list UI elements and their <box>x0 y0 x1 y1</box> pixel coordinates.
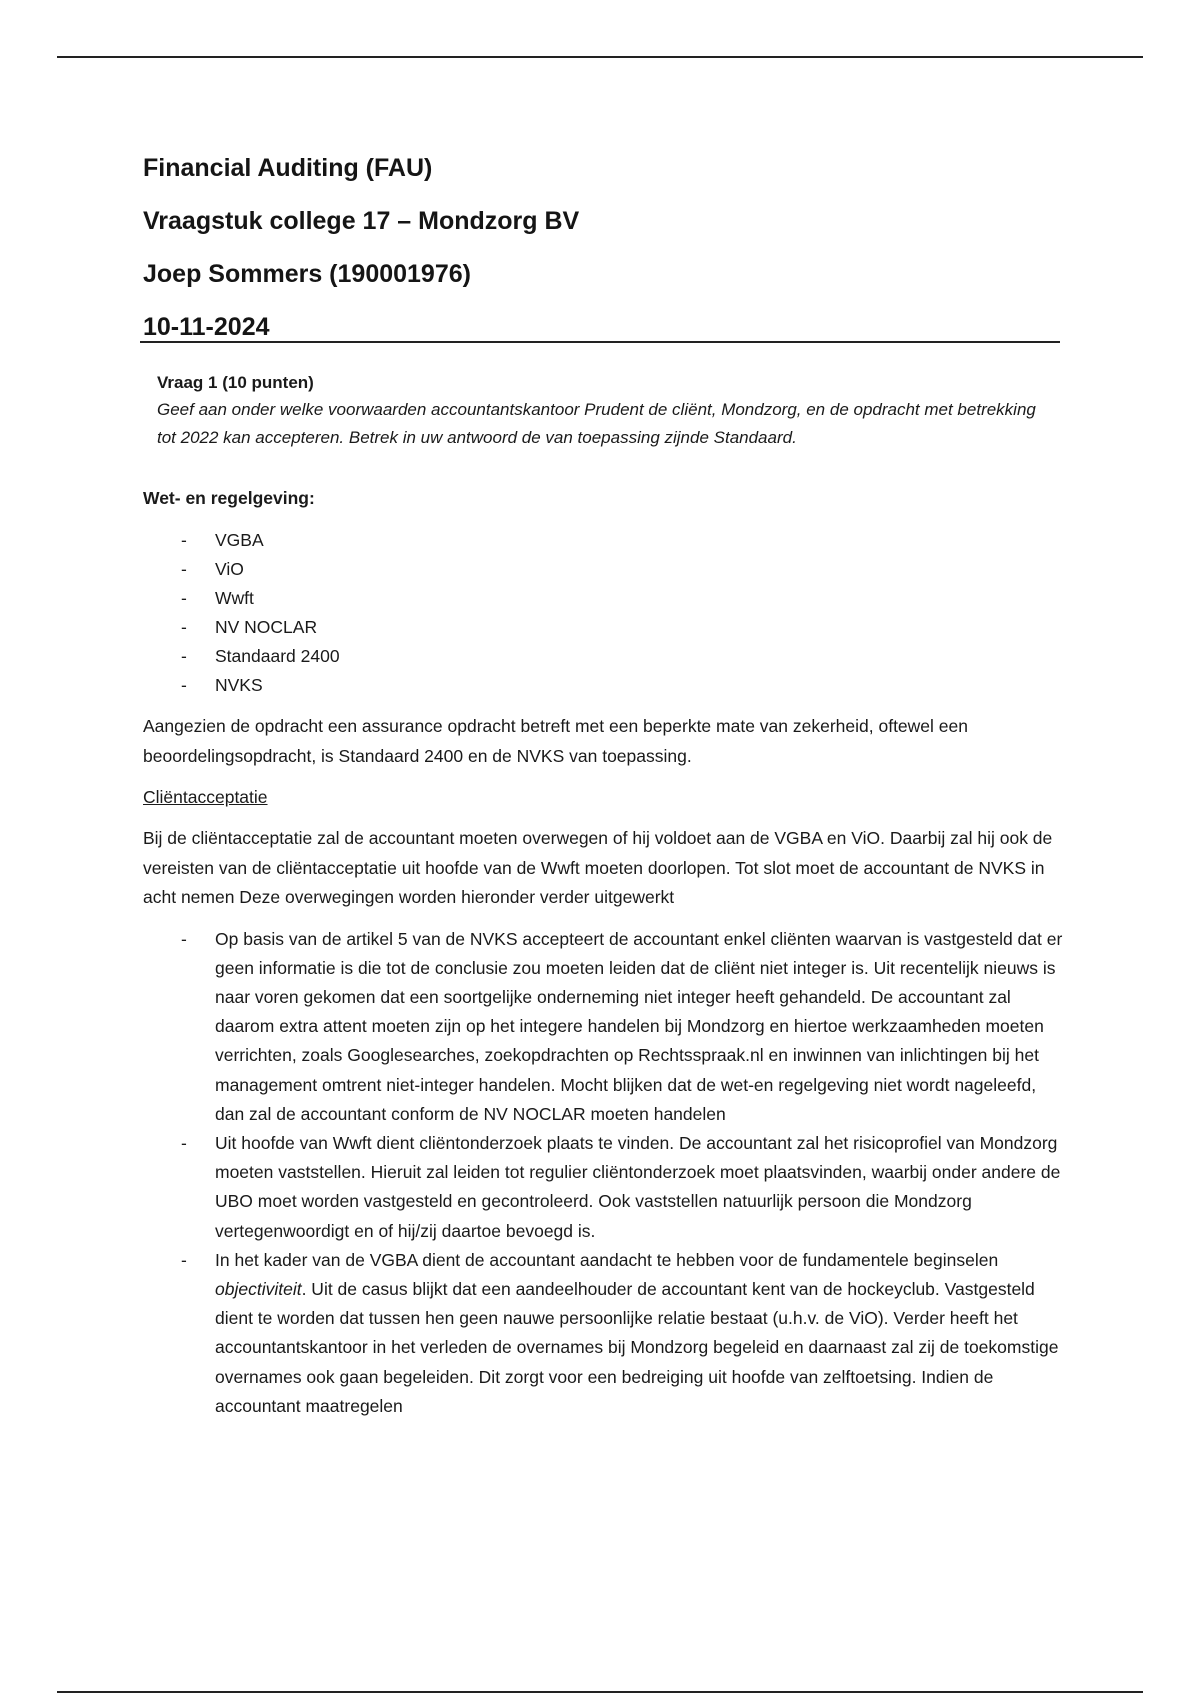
list-item <box>143 642 1063 671</box>
page-bottom-rule <box>57 1691 1143 1693</box>
course-title: Financial Auditing (FAU) <box>143 154 433 182</box>
bullet-dash: - <box>181 1249 187 1270</box>
client-acceptance-intro: Bij de cliëntacceptatie zal de accountant moeten overwegen of hij voldoet aan de VGBA en ViO. Daarbij zal hij ook de vereisten van de cliëntacceptatie uit hoofde van de Wwft moeten doorlopen. Tot slot moet de accountant de NVKS in acht nemen Deze overwegingen worden hieronder verder uitgewerkt <box>143 828 1053 907</box>
list-item <box>143 1129 1063 1246</box>
question-title: Vraag 1 (10 punten) <box>157 373 314 392</box>
list-item <box>143 613 1063 642</box>
bullet-dash: - <box>181 559 187 579</box>
student-name: Joep Sommers (190001976) <box>143 260 471 288</box>
list-item-text: NVKS <box>215 675 263 695</box>
list-item-text: ViO <box>215 559 244 579</box>
bullet-dash: - <box>181 617 187 637</box>
list-item-text: Wwft <box>215 588 254 608</box>
bullet-dash: - <box>181 675 187 695</box>
page-top-rule <box>57 56 1143 58</box>
client-acceptance-heading: Cliëntacceptatie <box>143 787 268 807</box>
regulations-list <box>143 526 1063 700</box>
point-text-before: In het kader van de VGBA dient de accountant aandacht te hebben voor de fundamentele beginselen <box>215 1249 999 1270</box>
point-text: Op basis van de artikel 5 van de NVKS accepteert de accountant enkel cliënten waarvan is vastgesteld dat er geen informatie is die tot de conclusie zou moeten leiden dat de cliënt niet integer is. Uit recentelijk nieuws is naar voren gekomen dat een soortgelijke onderneming niet integer heeft gehandeld. De accountant zal daarom extra attent moeten zijn op het integere handelen bij Mondzorg en hiertoe werkzaamheden moeten verrichten, zoals Googlesearches, zoekopdrachten op Rechtsspraak.nl en inwinnen van inlichtingen bij het management omtrent niet-integer handelen. Mocht blijken dat de wet-en regelgeving niet wordt nageleefd, dan zal de accountant conform de NV NOCLAR moeten handelen <box>215 928 1063 1124</box>
list-item <box>143 671 1063 700</box>
answer-content <box>143 484 1063 1421</box>
point-text: Uit hoofde van Wwft dient cliëntonderzoek plaats te vinden. De accountant zal het risicoprofiel van Mondzorg moeten vaststellen. Hieruit zal leiden tot regulier cliëntonderzoek moet plaatsvinden, waarbij onder andere de UBO moet worden vastgesteld en gecontroleerd. Ook vaststellen natuurlijk persoon die Mondzorg vertegenwoordigt en of hij/zij daartoe bevoegd is. <box>215 1132 1061 1241</box>
question-text: Geef aan onder welke voorwaarden accountantskantoor Prudent de cliënt, Mondzorg, en de opdracht met betrekking tot 2022 kan accepteren. Betrek in uw antwoord de van toepassing zijnde Standaard. <box>157 400 1036 447</box>
list-item-text: Standaard 2400 <box>215 646 340 666</box>
bullet-dash: - <box>181 646 187 666</box>
client-acceptance-points <box>143 925 1063 1421</box>
list-item-text: VGBA <box>215 530 264 550</box>
document-header <box>143 142 579 354</box>
regulations-heading: Wet- en regelgeving: <box>143 488 315 508</box>
bullet-dash: - <box>181 1132 187 1153</box>
point-text-emphasis: objectiviteit <box>215 1278 302 1299</box>
bullet-dash: - <box>181 928 187 949</box>
question-block <box>157 370 1057 452</box>
document-date: 10-11-2024 <box>143 313 270 341</box>
list-item <box>143 526 1063 555</box>
list-item <box>143 584 1063 613</box>
bullet-dash: - <box>181 588 187 608</box>
list-item <box>143 1246 1063 1421</box>
list-item <box>143 925 1063 1129</box>
applicability-paragraph: Aangezien de opdracht een assurance opdracht betreft met een beperkte mate van zekerheid, oftewel een beoordelingsopdracht, is Standaard 2400 en de NVKS van toepassing. <box>143 716 968 766</box>
list-item <box>143 555 1063 584</box>
header-divider <box>140 341 1060 343</box>
point-text-after: . Uit de casus blijkt dat een aandeelhouder de accountant kent van de hockeyclub. Vastgesteld dient te worden dat tussen hen geen nauwe persoonlijke relatie bestaat (u.h.v. de ViO). Verder heeft het accountantskantoor in het verleden de overnames bij Mondzorg begeleid en daarnaast zal zij de toekomstige overnames ook gaan begeleiden. Dit zorgt voor een bedreiging uit hoofde van zelftoetsing. Indien de accountant maatregelen <box>215 1278 1059 1416</box>
assignment-title: Vraagstuk college 17 – Mondzorg BV <box>143 207 580 235</box>
list-item-text: NV NOCLAR <box>215 617 318 637</box>
bullet-dash: - <box>181 530 187 550</box>
